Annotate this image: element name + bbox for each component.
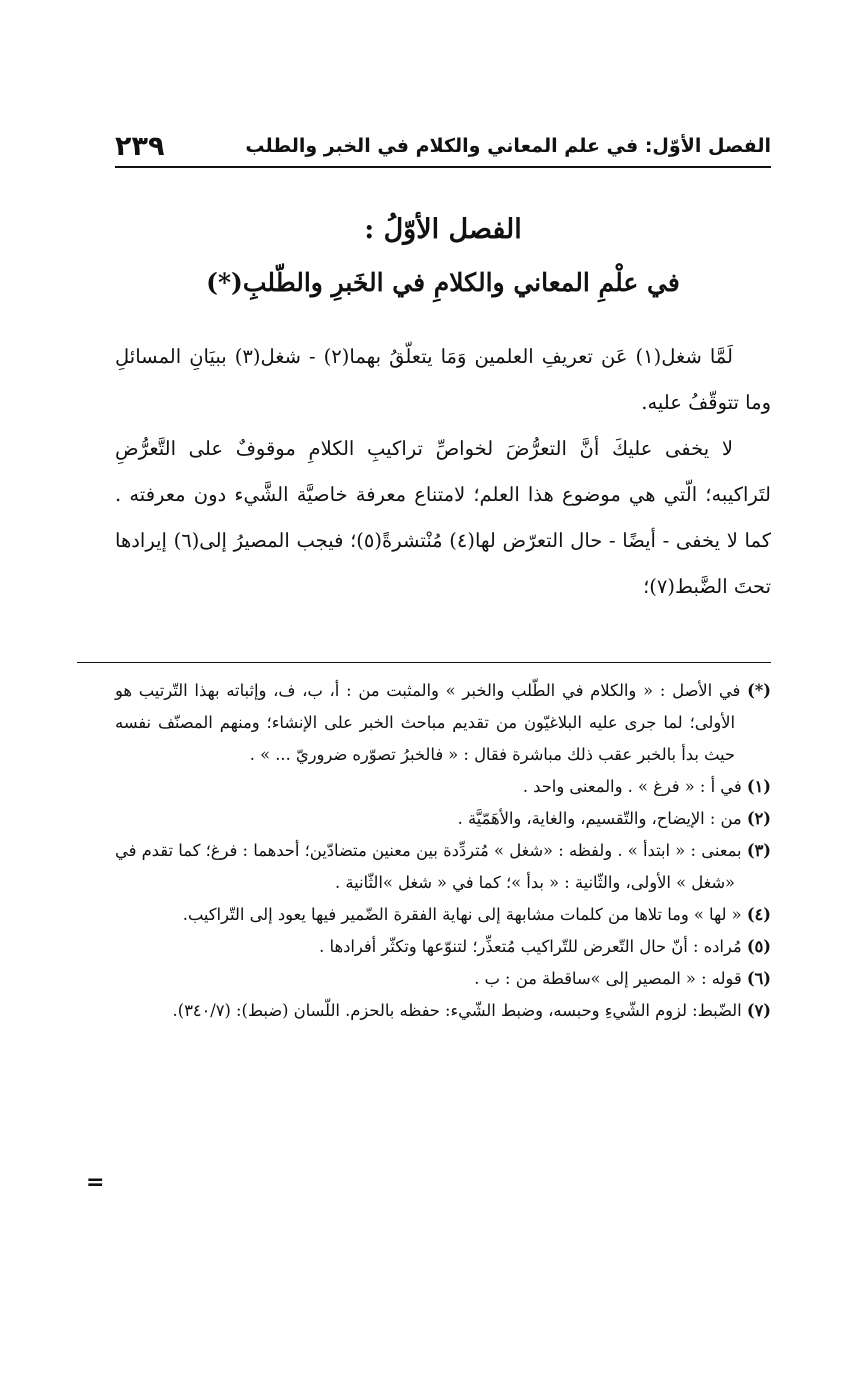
body-text bbox=[115, 334, 771, 610]
page-number: ٢٣٩ bbox=[115, 130, 165, 162]
footnote bbox=[115, 963, 771, 995]
footnote-mark: (٧) bbox=[746, 1001, 771, 1020]
footnote bbox=[115, 675, 771, 771]
footnote bbox=[115, 803, 771, 835]
body-paragraph: لا يخفى عليكَ أنَّ التعرُّضَ لخواصِّ تراكيبِ الكلامِ موقوفٌ على التَّعرُّضِ لتَراكيبه؛ الّتي هي موضوع هذا العلم؛ لامتناع معرفة خاصيَّة الشَّيء دون معرفته . كما لا يخفى - أيضًا - حال التعرّض لها(٤) مُنْتشرةً(٥)؛ فيجب المصيرُ إلى(٦) إيرادها تحتَ الضَّبط(٧)؛ bbox=[115, 437, 772, 598]
footnote bbox=[115, 931, 771, 963]
header-rule bbox=[115, 166, 771, 168]
footnote-text: مُراده : أنّ حال التّعرض للتّراكيب مُتعذِّر؛ لتنوّعها وتكثّر أفرادها . bbox=[319, 937, 742, 956]
footnote-mark: (*) bbox=[747, 681, 771, 700]
footnote-rule bbox=[77, 662, 771, 663]
continuation-mark: = bbox=[86, 1170, 105, 1195]
footnote bbox=[115, 771, 771, 803]
chapter-label: الفصل الأوّلُ : bbox=[364, 214, 522, 245]
body-paragraph: لَمَّا شغل(١) عَن تعريفِ العلمين وَمَا يتعلّقُ بهما(٢) - شغل(٣) ببيَانِ المسائلِ وما تتوقّفُ عليه. bbox=[115, 345, 771, 414]
footnote-mark: (١) bbox=[746, 777, 771, 796]
page-header bbox=[115, 128, 771, 164]
footnote-text: قوله : « المصير إلى »ساقطة من : ب . bbox=[474, 969, 742, 988]
footnote-text: بمعنى : « ابتدأ » . ولفظه : «شغل » مُتردِّدة بين معنين متضادّين؛ أحدهما : فرغ؛ كما تقدم في «شغل » الأولى، والثّانية : « بدأ »؛ كما في « شغل »الثّانية . bbox=[115, 841, 742, 892]
footnote-text: « لها » وما تلاها من كلمات مشابهة إلى نهاية الفقرة الضّمير فيها يعود إلى التّراكيب. bbox=[182, 905, 742, 924]
footnote-mark: (٦) bbox=[746, 969, 771, 988]
footnote bbox=[115, 899, 771, 931]
footnote-mark: (٣) bbox=[746, 841, 771, 860]
footnote bbox=[115, 995, 771, 1027]
footnote-mark: (٤) bbox=[746, 905, 771, 924]
footnote-text: في الأصل : « والكلام في الطّلب والخبر » والمثبت من : أ، ب، ف، وإثباته بهذا التّرتيب هو الأولى؛ لما جرى عليه البلاغيّون من تقديم مباحث الخبر على الإنشاء؛ ومنهم المصنّف نفسه حيث بدأ بالخبر عقب ذلك مباشرة فقال : « فالخبرُ تصوّره ضروريّ ... » . bbox=[115, 681, 741, 764]
footnote-text: الضّبط: لزوم الشّيءِ وحبسه، وضبط الشّيء: حفظه بالحزم. اللّسان (ضبط): (٣٤٠/٧). bbox=[172, 1001, 742, 1020]
footnote-text: من : الإيضاح، والتّقسيم، والغاية، والأهَمّيَّة . bbox=[457, 809, 742, 828]
chapter-title: في علْمِ المعاني والكلامِ في الخَبرِ والطّلبِ(*) bbox=[206, 268, 680, 297]
footnote bbox=[115, 835, 771, 899]
footnote-text: في أ : « فرغ » . والمعنى واحد . bbox=[522, 777, 742, 796]
footnote-mark: (٢) bbox=[746, 809, 771, 828]
footnote-mark: (٥) bbox=[746, 937, 771, 956]
footnotes bbox=[115, 675, 771, 1027]
running-title: الفصل الأوّل: في علم المعاني والكلام في الخبر والطلب bbox=[245, 135, 771, 157]
